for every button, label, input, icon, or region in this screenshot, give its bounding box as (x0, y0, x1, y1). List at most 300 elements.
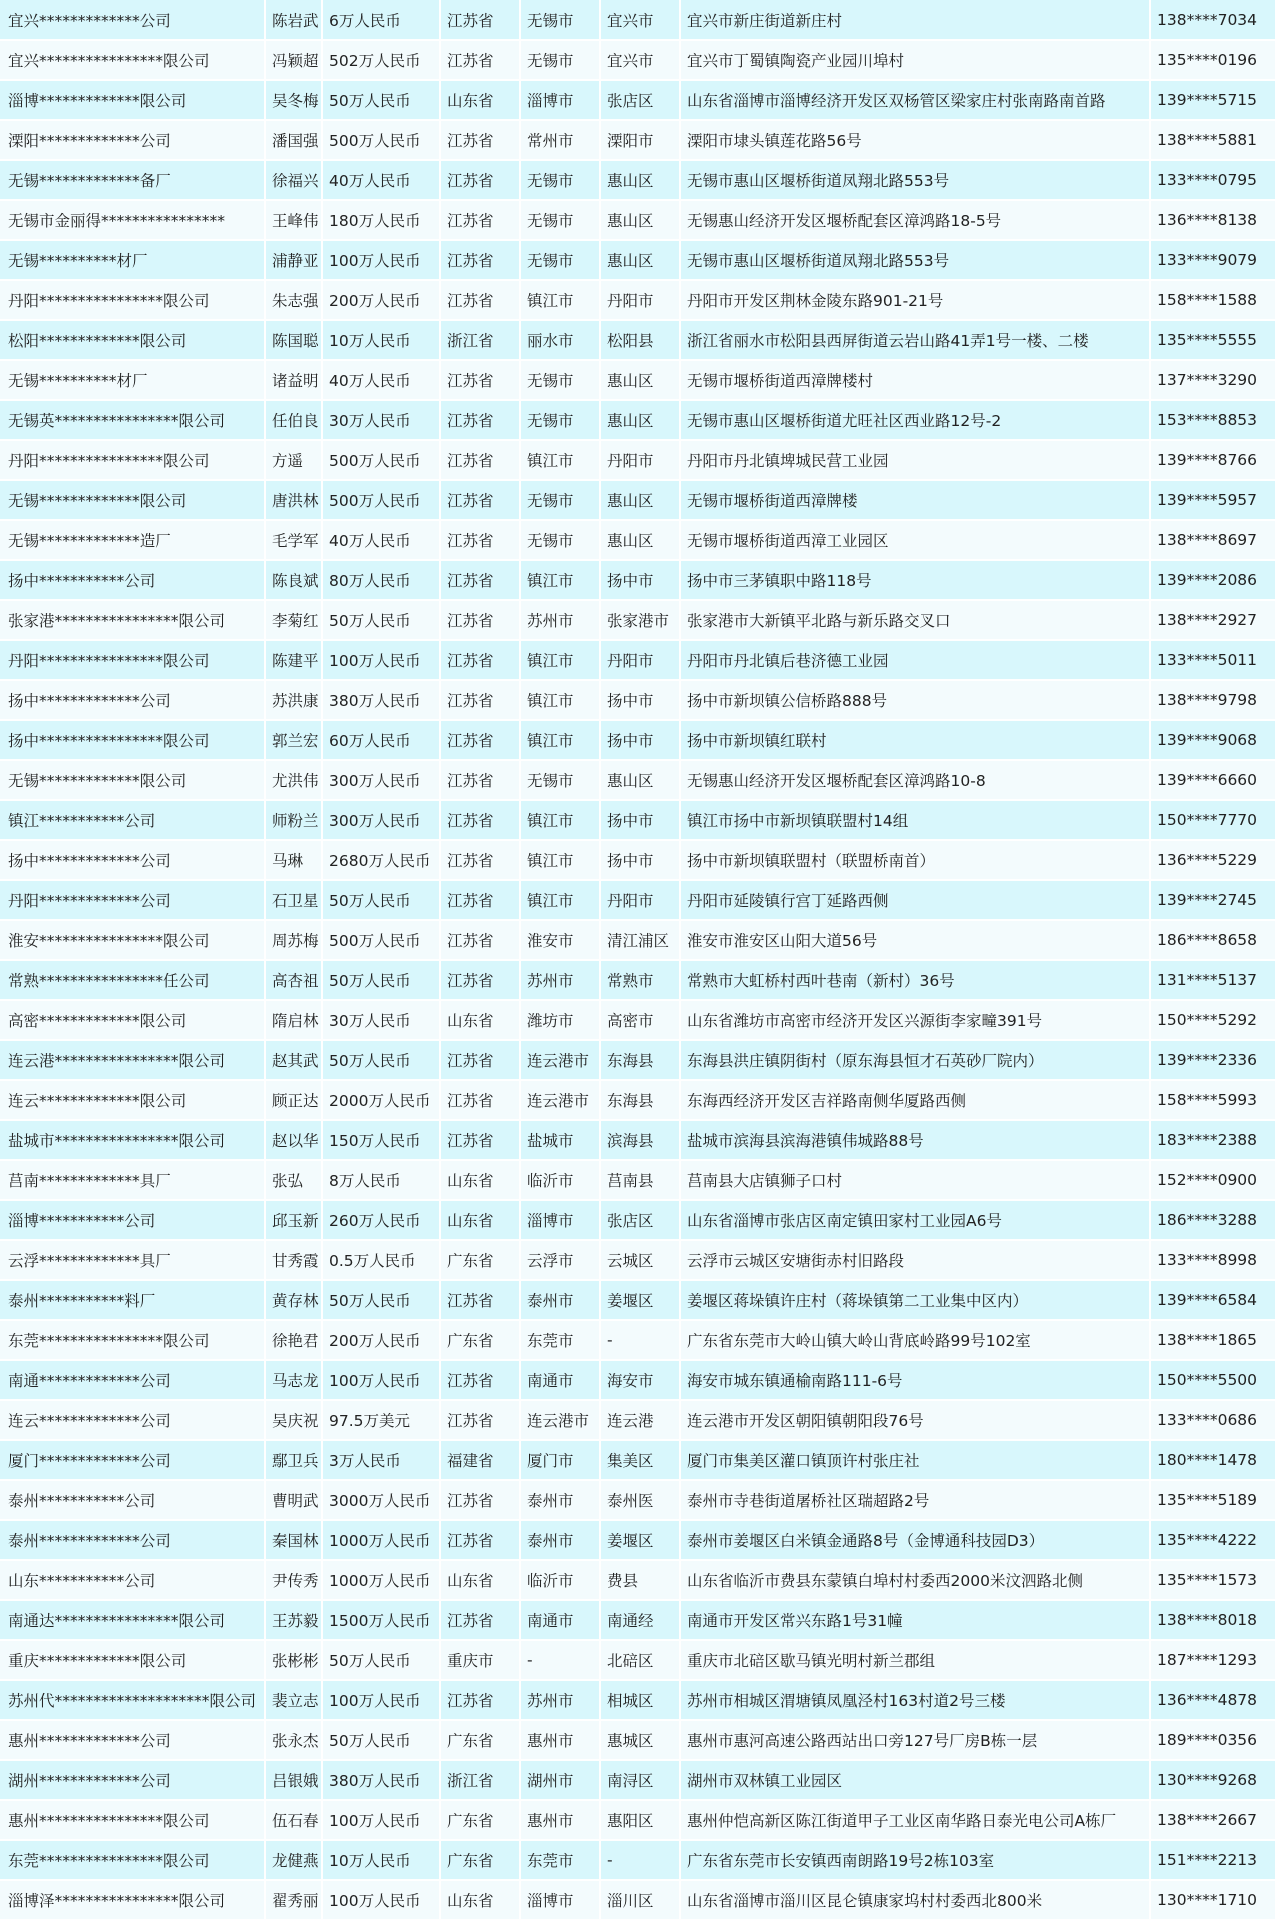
address-cell: 宜兴市丁蜀镇陶瓷产业园川埠村 (680, 40, 1150, 80)
table-row (0, 520, 1276, 560)
registered-capital-cell: 200万人民币 (322, 1320, 440, 1360)
province-cell: 江苏省 (440, 1120, 520, 1160)
address-cell: 张家港市大新镇平北路与新乐路交叉口 (680, 600, 1150, 640)
legal-representative-cell: 任伯良 (265, 400, 322, 440)
district-cell: 高密市 (600, 1000, 680, 1040)
table-row (0, 1320, 1276, 1360)
province-cell: 江苏省 (440, 640, 520, 680)
company-name-cell: 丹阳****************限公司 (0, 640, 265, 680)
province-cell: 山东省 (440, 1200, 520, 1240)
legal-representative-cell: 王峰伟 (265, 200, 322, 240)
district-cell: 丹阳市 (600, 880, 680, 920)
address-cell: 丹阳市丹北镇后巷济德工业园 (680, 640, 1150, 680)
district-cell: 东海县 (600, 1080, 680, 1120)
company-name-cell: 重庆*************限公司 (0, 1640, 265, 1680)
province-cell: 江苏省 (440, 1400, 520, 1440)
legal-representative-cell: 甘秀霞 (265, 1240, 322, 1280)
company-name-cell: 扬中*************公司 (0, 680, 265, 720)
registered-capital-cell: 500万人民币 (322, 440, 440, 480)
company-name-cell: 苏州代********************限公司 (0, 1680, 265, 1720)
address-cell: 惠州仲恺高新区陈江街道甲子工业区南华路日泰光电公司A栋厂 (680, 1800, 1150, 1840)
address-cell: 南通市开发区常兴东路1号31幢 (680, 1600, 1150, 1640)
registered-capital-cell: 10万人民币 (322, 320, 440, 360)
registered-capital-cell: 50万人民币 (322, 1720, 440, 1760)
province-cell: 江苏省 (440, 720, 520, 760)
legal-representative-cell: 陈国聪 (265, 320, 322, 360)
registered-capital-cell: 300万人民币 (322, 800, 440, 840)
registered-capital-cell: 100万人民币 (322, 1800, 440, 1840)
company-name-cell: 无锡英****************限公司 (0, 400, 265, 440)
district-cell: 宜兴市 (600, 40, 680, 80)
province-cell: 浙江省 (440, 320, 520, 360)
registered-capital-cell: 3000万人民币 (322, 1480, 440, 1520)
district-cell: 东海县 (600, 1040, 680, 1080)
district-cell: 宜兴市 (600, 0, 680, 40)
city-cell: 东莞市 (520, 1320, 600, 1360)
phone-cell: 133****9079 (1150, 240, 1276, 280)
province-cell: 江苏省 (440, 920, 520, 960)
province-cell: 江苏省 (440, 40, 520, 80)
table-row (0, 560, 1276, 600)
province-cell: 江苏省 (440, 1480, 520, 1520)
district-cell: 丹阳市 (600, 280, 680, 320)
address-cell: 山东省临沂市费县东蒙镇白埠村村委西2000米汶泗路北侧 (680, 1560, 1150, 1600)
city-cell: 潍坊市 (520, 1000, 600, 1040)
city-cell: 无锡市 (520, 160, 600, 200)
phone-cell: 135****4222 (1150, 1520, 1276, 1560)
legal-representative-cell: 苏洪康 (265, 680, 322, 720)
registered-capital-cell: 10万人民币 (322, 1840, 440, 1880)
company-name-cell: 丹阳****************限公司 (0, 280, 265, 320)
table-row (0, 1280, 1276, 1320)
city-cell: 南通市 (520, 1600, 600, 1640)
district-cell: 惠山区 (600, 760, 680, 800)
phone-cell: 139****6660 (1150, 760, 1276, 800)
province-cell: 江苏省 (440, 160, 520, 200)
district-cell: - (600, 1840, 680, 1880)
city-cell: 无锡市 (520, 760, 600, 800)
phone-cell: 135****0196 (1150, 40, 1276, 80)
address-cell: 浙江省丽水市松阳县西屏街道云岩山路41弄1号一楼、二楼 (680, 320, 1150, 360)
phone-cell: 139****8766 (1150, 440, 1276, 480)
phone-cell: 133****8998 (1150, 1240, 1276, 1280)
table-row (0, 280, 1276, 320)
phone-cell: 186****8658 (1150, 920, 1276, 960)
phone-cell: 150****7770 (1150, 800, 1276, 840)
address-cell: 宜兴市新庄街道新庄村 (680, 0, 1150, 40)
phone-cell: 133****0795 (1150, 160, 1276, 200)
registered-capital-cell: 40万人民币 (322, 520, 440, 560)
company-name-cell: 无锡*************限公司 (0, 480, 265, 520)
district-cell: 北碚区 (600, 1640, 680, 1680)
city-cell: 淄博市 (520, 1200, 600, 1240)
province-cell: 江苏省 (440, 600, 520, 640)
city-cell: 丽水市 (520, 320, 600, 360)
address-cell: 无锡惠山经济开发区堰桥配套区漳鸿路18-5号 (680, 200, 1150, 240)
legal-representative-cell: 秦国林 (265, 1520, 322, 1560)
city-cell: 镇江市 (520, 560, 600, 600)
registered-capital-cell: 0.5万人民币 (322, 1240, 440, 1280)
legal-representative-cell: 鄢卫兵 (265, 1440, 322, 1480)
table-row (0, 960, 1276, 1000)
province-cell: 江苏省 (440, 0, 520, 40)
province-cell: 广东省 (440, 1720, 520, 1760)
registered-capital-cell: 1500万人民币 (322, 1600, 440, 1640)
address-cell: 泰州市寺巷街道屠桥社区瑞超路2号 (680, 1480, 1150, 1520)
legal-representative-cell: 龙健燕 (265, 1840, 322, 1880)
district-cell: 相城区 (600, 1680, 680, 1720)
province-cell: 江苏省 (440, 200, 520, 240)
district-cell: 扬中市 (600, 560, 680, 600)
address-cell: 无锡市惠山区堰桥街道凤翔北路553号 (680, 160, 1150, 200)
registered-capital-cell: 8万人民币 (322, 1160, 440, 1200)
province-cell: 重庆市 (440, 1640, 520, 1680)
city-cell: 东莞市 (520, 1840, 600, 1880)
province-cell: 江苏省 (440, 1360, 520, 1400)
legal-representative-cell: 方遥 (265, 440, 322, 480)
district-cell: 惠城区 (600, 1720, 680, 1760)
registered-capital-cell: 40万人民币 (322, 360, 440, 400)
registered-capital-cell: 6万人民币 (322, 0, 440, 40)
legal-representative-cell: 马琳 (265, 840, 322, 880)
registered-capital-cell: 260万人民币 (322, 1200, 440, 1240)
legal-representative-cell: 尤洪伟 (265, 760, 322, 800)
table-row (0, 1000, 1276, 1040)
table-row (0, 320, 1276, 360)
city-cell: 镇江市 (520, 280, 600, 320)
table-row (0, 1600, 1276, 1640)
table-row (0, 1480, 1276, 1520)
table-row (0, 120, 1276, 160)
phone-cell: 138****9798 (1150, 680, 1276, 720)
company-name-cell: 丹阳*************公司 (0, 880, 265, 920)
table-row (0, 1640, 1276, 1680)
registered-capital-cell: 502万人民币 (322, 40, 440, 80)
province-cell: 江苏省 (440, 1280, 520, 1320)
city-cell: 淄博市 (520, 1880, 600, 1920)
legal-representative-cell: 吴庆祝 (265, 1400, 322, 1440)
address-cell: 无锡市惠山区堰桥街道尤旺社区西业路12号-2 (680, 400, 1150, 440)
district-cell: 惠山区 (600, 240, 680, 280)
address-cell: 惠州市惠河高速公路西站出口旁127号厂房B栋一层 (680, 1720, 1150, 1760)
city-cell: 苏州市 (520, 960, 600, 1000)
province-cell: 山东省 (440, 1880, 520, 1920)
legal-representative-cell: 师粉兰 (265, 800, 322, 840)
legal-representative-cell: 朱志强 (265, 280, 322, 320)
legal-representative-cell: 曹明武 (265, 1480, 322, 1520)
city-cell: - (520, 1640, 600, 1680)
registered-capital-cell: 2680万人民币 (322, 840, 440, 880)
registered-capital-cell: 500万人民币 (322, 920, 440, 960)
registered-capital-cell: 150万人民币 (322, 1120, 440, 1160)
company-name-cell: 泰州***********料厂 (0, 1280, 265, 1320)
company-name-cell: 无锡市金丽得**************** (0, 200, 265, 240)
company-name-cell: 无锡*************限公司 (0, 760, 265, 800)
phone-cell: 136****8138 (1150, 200, 1276, 240)
phone-cell: 150****5500 (1150, 1360, 1276, 1400)
table-row (0, 840, 1276, 880)
company-name-cell: 泰州***********公司 (0, 1480, 265, 1520)
province-cell: 江苏省 (440, 1680, 520, 1720)
registered-capital-cell: 50万人民币 (322, 960, 440, 1000)
legal-representative-cell: 赵以华 (265, 1120, 322, 1160)
registered-capital-cell: 50万人民币 (322, 600, 440, 640)
city-cell: 无锡市 (520, 240, 600, 280)
table-row (0, 1400, 1276, 1440)
province-cell: 广东省 (440, 1240, 520, 1280)
province-cell: 浙江省 (440, 1760, 520, 1800)
phone-cell: 133****0686 (1150, 1400, 1276, 1440)
city-cell: 连云港市 (520, 1400, 600, 1440)
district-cell: 滨海县 (600, 1120, 680, 1160)
address-cell: 山东省淄博市张店区南定镇田家村工业园A6号 (680, 1200, 1150, 1240)
company-name-cell: 宜兴*************公司 (0, 0, 265, 40)
province-cell: 广东省 (440, 1840, 520, 1880)
city-cell: 厦门市 (520, 1440, 600, 1480)
city-cell: 苏州市 (520, 600, 600, 640)
registered-capital-cell: 1000万人民币 (322, 1520, 440, 1560)
company-name-cell: 镇江***********公司 (0, 800, 265, 840)
phone-cell: 186****3288 (1150, 1200, 1276, 1240)
province-cell: 福建省 (440, 1440, 520, 1480)
registered-capital-cell: 30万人民币 (322, 400, 440, 440)
district-cell: 南浔区 (600, 1760, 680, 1800)
district-cell: 扬中市 (600, 680, 680, 720)
legal-representative-cell: 潘国强 (265, 120, 322, 160)
city-cell: 惠州市 (520, 1720, 600, 1760)
address-cell: 盐城市滨海县滨海港镇伟城路88号 (680, 1120, 1150, 1160)
city-cell: 镇江市 (520, 680, 600, 720)
address-cell: 无锡惠山经济开发区堰桥配套区漳鸿路10-8 (680, 760, 1150, 800)
phone-cell: 138****8018 (1150, 1600, 1276, 1640)
province-cell: 山东省 (440, 1560, 520, 1600)
phone-cell: 138****1865 (1150, 1320, 1276, 1360)
address-cell: 莒南县大店镇狮子口村 (680, 1160, 1150, 1200)
registered-capital-cell: 100万人民币 (322, 1680, 440, 1720)
phone-cell: 138****8697 (1150, 520, 1276, 560)
province-cell: 广东省 (440, 1800, 520, 1840)
district-cell: 费县 (600, 1560, 680, 1600)
company-name-cell: 张家港****************限公司 (0, 600, 265, 640)
city-cell: 镇江市 (520, 800, 600, 840)
district-cell: 莒南县 (600, 1160, 680, 1200)
registered-capital-cell: 50万人民币 (322, 1640, 440, 1680)
company-name-cell: 莒南*************具厂 (0, 1160, 265, 1200)
city-cell: 盐城市 (520, 1120, 600, 1160)
registered-capital-cell: 50万人民币 (322, 1040, 440, 1080)
district-cell: 惠山区 (600, 160, 680, 200)
phone-cell: 183****2388 (1150, 1120, 1276, 1160)
table-row (0, 1160, 1276, 1200)
province-cell: 江苏省 (440, 400, 520, 440)
address-cell: 扬中市三茅镇职中路118号 (680, 560, 1150, 600)
city-cell: 无锡市 (520, 360, 600, 400)
city-cell: 云浮市 (520, 1240, 600, 1280)
district-cell: - (600, 1320, 680, 1360)
legal-representative-cell: 陈岩武 (265, 0, 322, 40)
address-cell: 厦门市集美区灌口镇顶许村张庄社 (680, 1440, 1150, 1480)
table-row (0, 1760, 1276, 1800)
registered-capital-cell: 100万人民币 (322, 1360, 440, 1400)
registered-capital-cell: 380万人民币 (322, 1760, 440, 1800)
city-cell: 临沂市 (520, 1160, 600, 1200)
legal-representative-cell: 李菊红 (265, 600, 322, 640)
registered-capital-cell: 380万人民币 (322, 680, 440, 720)
district-cell: 泰州医 (600, 1480, 680, 1520)
phone-cell: 130****1710 (1150, 1880, 1276, 1920)
province-cell: 江苏省 (440, 680, 520, 720)
company-name-cell: 东莞****************限公司 (0, 1320, 265, 1360)
district-cell: 常熟市 (600, 960, 680, 1000)
legal-representative-cell: 邱玉新 (265, 1200, 322, 1240)
province-cell: 江苏省 (440, 1600, 520, 1640)
registered-capital-cell: 50万人民币 (322, 1280, 440, 1320)
city-cell: 苏州市 (520, 1680, 600, 1720)
city-cell: 镇江市 (520, 880, 600, 920)
district-cell: 淄川区 (600, 1880, 680, 1920)
registered-capital-cell: 180万人民币 (322, 200, 440, 240)
legal-representative-cell: 尹传秀 (265, 1560, 322, 1600)
city-cell: 常州市 (520, 120, 600, 160)
table-row (0, 760, 1276, 800)
legal-representative-cell: 伍石春 (265, 1800, 322, 1840)
district-cell: 惠山区 (600, 360, 680, 400)
company-name-cell: 厦门*************公司 (0, 1440, 265, 1480)
district-cell: 连云港 (600, 1400, 680, 1440)
address-cell: 湖州市双林镇工业园区 (680, 1760, 1150, 1800)
registered-capital-cell: 1000万人民币 (322, 1560, 440, 1600)
table-row (0, 240, 1276, 280)
legal-representative-cell: 徐福兴 (265, 160, 322, 200)
registered-capital-cell: 60万人民币 (322, 720, 440, 760)
company-name-cell: 松阳*************限公司 (0, 320, 265, 360)
address-cell: 广东省东莞市长安镇西南朗路19号2栋103室 (680, 1840, 1150, 1880)
company-name-cell: 宜兴****************限公司 (0, 40, 265, 80)
district-cell: 丹阳市 (600, 440, 680, 480)
table-row (0, 720, 1276, 760)
district-cell: 惠阳区 (600, 1800, 680, 1840)
province-cell: 山东省 (440, 1000, 520, 1040)
phone-cell: 139****5715 (1150, 80, 1276, 120)
legal-representative-cell: 隋启林 (265, 1000, 322, 1040)
phone-cell: 139****2336 (1150, 1040, 1276, 1080)
district-cell: 张家港市 (600, 600, 680, 640)
city-cell: 无锡市 (520, 400, 600, 440)
phone-cell: 135****5189 (1150, 1480, 1276, 1520)
address-cell: 丹阳市开发区荆林金陵东路901-21号 (680, 280, 1150, 320)
table-row (0, 1240, 1276, 1280)
city-cell: 镇江市 (520, 720, 600, 760)
province-cell: 江苏省 (440, 120, 520, 160)
legal-representative-cell: 陈建平 (265, 640, 322, 680)
phone-cell: 139****5957 (1150, 480, 1276, 520)
phone-cell: 150****5292 (1150, 1000, 1276, 1040)
table-row (0, 480, 1276, 520)
legal-representative-cell: 高杏祖 (265, 960, 322, 1000)
legal-representative-cell: 翟秀丽 (265, 1880, 322, 1920)
legal-representative-cell: 黄存林 (265, 1280, 322, 1320)
table-row (0, 1880, 1276, 1920)
table-row (0, 0, 1276, 40)
company-name-cell: 高密*************限公司 (0, 1000, 265, 1040)
registered-capital-cell: 100万人民币 (322, 240, 440, 280)
company-name-cell: 山东***********公司 (0, 1560, 265, 1600)
district-cell: 姜堰区 (600, 1520, 680, 1560)
province-cell: 广东省 (440, 1320, 520, 1360)
legal-representative-cell: 王苏毅 (265, 1600, 322, 1640)
province-cell: 江苏省 (440, 520, 520, 560)
address-cell: 无锡市堰桥街道西漳工业园区 (680, 520, 1150, 560)
address-cell: 扬中市新坝镇红联村 (680, 720, 1150, 760)
legal-representative-cell: 顾正达 (265, 1080, 322, 1120)
registered-capital-cell: 50万人民币 (322, 880, 440, 920)
company-name-cell: 连云港****************限公司 (0, 1040, 265, 1080)
legal-representative-cell: 周苏梅 (265, 920, 322, 960)
registered-capital-cell: 300万人民币 (322, 760, 440, 800)
province-cell: 江苏省 (440, 480, 520, 520)
address-cell: 东海西经济开发区吉祥路南侧华厦路西侧 (680, 1080, 1150, 1120)
district-cell: 惠山区 (600, 520, 680, 560)
city-cell: 无锡市 (520, 40, 600, 80)
company-name-cell: 淄博泽****************限公司 (0, 1880, 265, 1920)
registered-capital-cell: 3万人民币 (322, 1440, 440, 1480)
province-cell: 山东省 (440, 80, 520, 120)
company-name-cell: 丹阳****************限公司 (0, 440, 265, 480)
address-cell: 苏州市相城区渭塘镇凤凰泾村163村道2号三楼 (680, 1680, 1150, 1720)
legal-representative-cell: 石卫星 (265, 880, 322, 920)
table-row (0, 160, 1276, 200)
city-cell: 无锡市 (520, 480, 600, 520)
city-cell: 连云港市 (520, 1080, 600, 1120)
province-cell: 江苏省 (440, 800, 520, 840)
company-name-cell: 惠州****************限公司 (0, 1800, 265, 1840)
table-row (0, 440, 1276, 480)
phone-cell: 136****5229 (1150, 840, 1276, 880)
table-row (0, 800, 1276, 840)
company-name-cell: 扬中***********公司 (0, 560, 265, 600)
phone-cell: 158****1588 (1150, 280, 1276, 320)
province-cell: 江苏省 (440, 1080, 520, 1120)
table-row (0, 80, 1276, 120)
phone-cell: 133****5011 (1150, 640, 1276, 680)
address-cell: 溧阳市埭头镇莲花路56号 (680, 120, 1150, 160)
legal-representative-cell: 徐艳君 (265, 1320, 322, 1360)
city-cell: 无锡市 (520, 520, 600, 560)
table-row (0, 680, 1276, 720)
district-cell: 云城区 (600, 1240, 680, 1280)
table-row (0, 600, 1276, 640)
address-cell: 姜堰区蒋垛镇许庄村（蒋垛镇第二工业集中区内） (680, 1280, 1150, 1320)
registered-capital-cell: 30万人民币 (322, 1000, 440, 1040)
city-cell: 惠州市 (520, 1800, 600, 1840)
province-cell: 江苏省 (440, 760, 520, 800)
district-cell: 扬中市 (600, 840, 680, 880)
company-name-cell: 淮安****************限公司 (0, 920, 265, 960)
phone-cell: 180****1478 (1150, 1440, 1276, 1480)
phone-cell: 152****0900 (1150, 1160, 1276, 1200)
address-cell: 丹阳市延陵镇行宫丁延路西侧 (680, 880, 1150, 920)
address-cell: 扬中市新坝镇联盟村（联盟桥南首） (680, 840, 1150, 880)
province-cell: 江苏省 (440, 560, 520, 600)
province-cell: 江苏省 (440, 280, 520, 320)
registered-capital-cell: 500万人民币 (322, 120, 440, 160)
registered-capital-cell: 100万人民币 (322, 1880, 440, 1920)
address-cell: 广东省东莞市大岭山镇大岭山背底岭路99号102室 (680, 1320, 1150, 1360)
company-name-cell: 连云*************公司 (0, 1400, 265, 1440)
district-cell: 扬中市 (600, 800, 680, 840)
phone-cell: 130****9268 (1150, 1760, 1276, 1800)
address-cell: 镇江市扬中市新坝镇联盟村14组 (680, 800, 1150, 840)
